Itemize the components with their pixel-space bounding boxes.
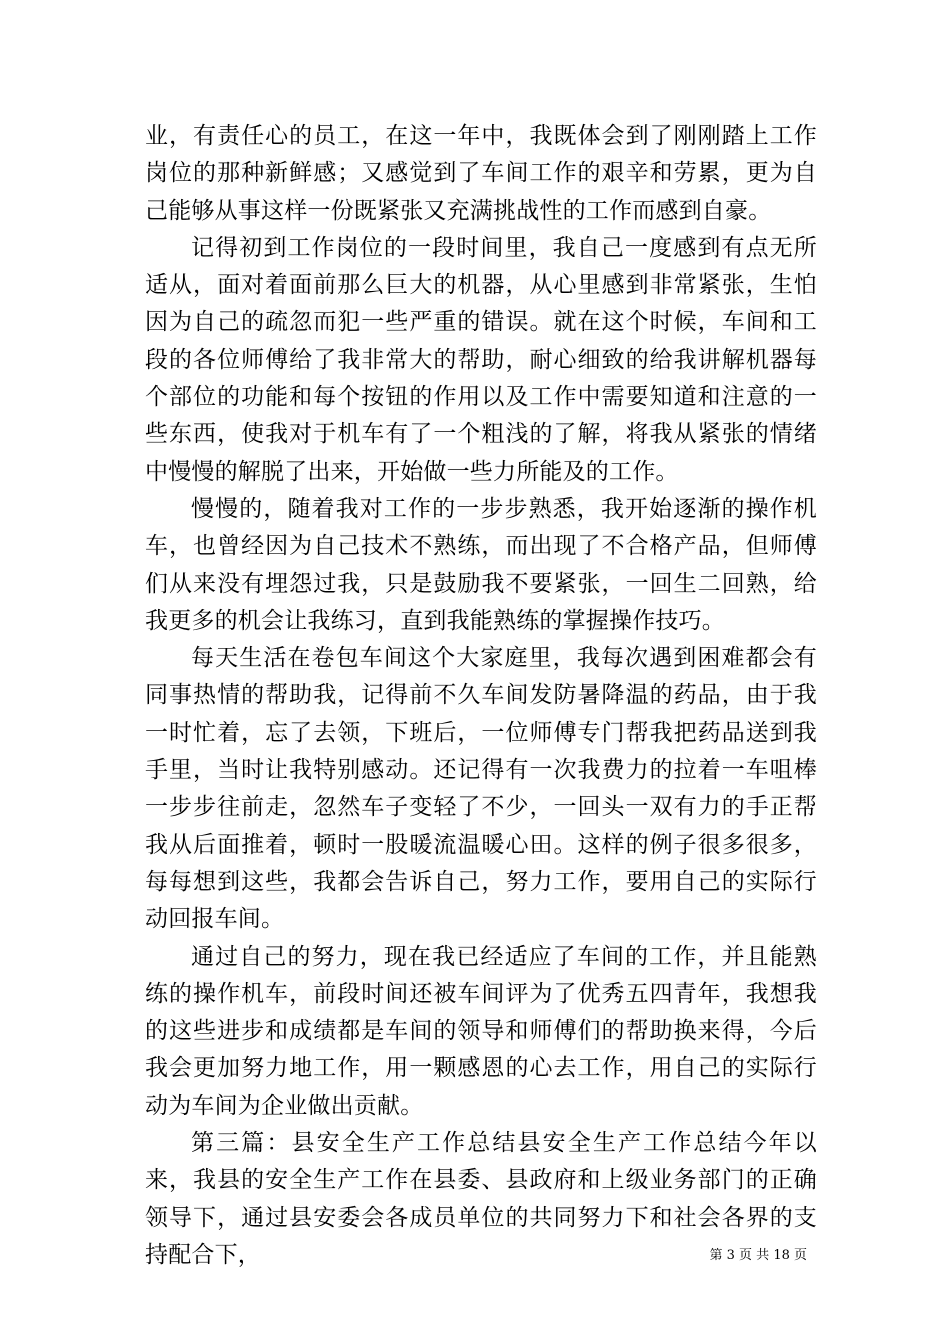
- paragraph-5: 通过自己的努力，现在我已经适应了车间的工作，并且能熟练的操作机车，前段时间还被车间评为了优秀五四青年，我想我的这些进步和成绩都是车间的领导和师傅们的帮助换来得，今后我会更加努力地工作，用一颗感恩的心去工作，用自己的实际行动为车间为企业做出贡献。: [145, 943, 817, 1119]
- paragraph-1: 业，有责任心的员工，在这一年中，我既体会到了刚刚踏上工作岗位的那种新鲜感；又感觉到了车间工作的艰辛和劳累，更为自己能够从事这样一份既紧张又充满挑战性的工作而感到自豪。: [145, 123, 817, 224]
- document-body: [145, 118, 817, 1274]
- paragraph-3: 慢慢的，随着我对工作的一步步熟悉，我开始逐渐的操作机车，也曾经因为自己技术不熟练，而出现了不合格产品，但师傅们从来没有埋怨过我，只是鼓励我不要紧张，一回生二回熟，给我更多的机会让我练习，直到我能熟练的掌握操作技巧。: [145, 495, 817, 634]
- page-number-footer: 第 3 页 共 18 页: [709, 1248, 807, 1263]
- paragraph-2: 记得初到工作岗位的一段时间里，我自己一度感到有点无所适从，面对着面前那么巨大的机器，从心里感到非常紧张，生怕因为自己的疏忽而犯一些严重的错误。就在这个时候，车间和工段的各位师傅给了我非常大的帮助，耐心细致的给我讲解机器每个部位的功能和每个按钮的作用以及工作中需要知道和注意的一些东西，使我对于机车有了一个粗浅的了解，将我从紧张的情绪中慢慢的解脱了出来，开始做一些力所能及的工作。: [145, 234, 817, 485]
- paragraph-4: 每天生活在卷包车间这个大家庭里，我每次遇到困难都会有同事热情的帮助我，记得前不久车间发防暑降温的药品，由于我一时忙着，忘了去领，下班后，一位师傅专门帮我把药品送到我手里，当时让我特别感动。还记得有一次我费力的拉着一车咀棒一步步往前走，忽然车子变轻了不少，一回头一双有力的手正帮我从后面推着，顿时一股暖流温暖心田。这样的例子很多很多，每每想到这些，我都会告诉自己，努力工作，要用自己的实际行动回报车间。: [145, 645, 817, 933]
- paragraph-6: 第三篇：县安全生产工作总结县安全生产工作总结今年以来，我县的安全生产工作在县委、县政府和上级业务部门的正确领导下，通过县安委会各成员单位的共同努力下和社会各界的支持配合下，: [145, 1130, 817, 1268]
